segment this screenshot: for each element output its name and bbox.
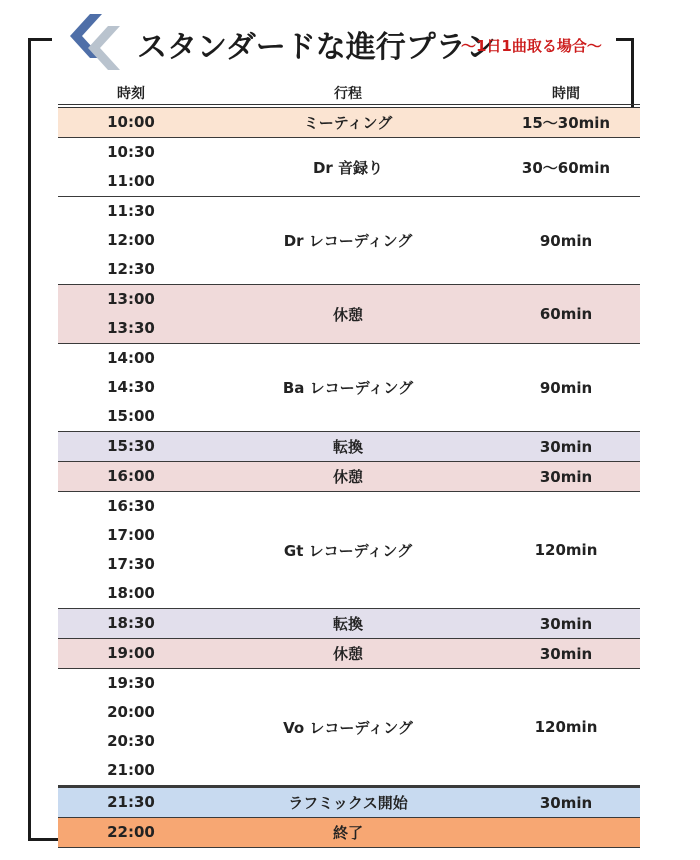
schedule-table (58, 80, 640, 848)
column-header-time: 時刻 (117, 86, 145, 102)
time-cell: 20:30 (107, 732, 155, 750)
duration-cell: 90min (539, 231, 593, 250)
time-cell: 18:30 (107, 614, 155, 632)
activity-cell: 終了 (332, 824, 363, 842)
time-cell: 13:30 (107, 319, 155, 337)
activity-cell: ミーティング (303, 114, 393, 132)
duration-cell: 30～60min (521, 158, 611, 177)
activity-cell: 休憩 (332, 305, 363, 324)
schedule-row (58, 432, 640, 462)
time-cell: 11:00 (107, 172, 155, 190)
column-header-activity: 行程 (334, 86, 362, 102)
duration-cell: 30min (539, 467, 593, 486)
schedule-row (58, 285, 640, 344)
schedule-row (58, 108, 640, 138)
time-cell: 17:00 (107, 526, 155, 544)
time-cell: 15:30 (107, 437, 155, 455)
time-cell: 19:00 (107, 644, 155, 662)
time-cell: 14:00 (107, 349, 155, 367)
schedule-row (58, 492, 640, 609)
schedule-row (58, 669, 640, 786)
duration-cell: 30min (539, 793, 593, 812)
activity-cell: 休憩 (332, 645, 363, 663)
activity-cell: 休憩 (332, 468, 363, 486)
activity-cell: ラフミックス開始 (288, 794, 408, 812)
schedule-row (58, 818, 640, 848)
time-cell: 13:00 (107, 290, 155, 308)
duration-cell (492, 818, 640, 847)
duration-cell: 30min (539, 614, 593, 633)
time-cell: 14:30 (107, 378, 155, 396)
schedule-row (58, 138, 640, 197)
table-header (58, 80, 640, 104)
duration-cell: 15～30min (521, 114, 611, 132)
time-cell: 16:00 (107, 467, 155, 485)
activity-cell: Vo レコーディング (283, 718, 413, 737)
time-cell: 17:30 (107, 555, 155, 573)
time-cell: 10:00 (107, 113, 155, 131)
activity-cell: Dr レコーディング (283, 232, 413, 250)
activity-cell: Gt レコーディング (283, 541, 413, 560)
time-cell: 16:30 (107, 497, 155, 515)
activity-cell: 転換 (332, 438, 363, 456)
time-cell: 22:00 (107, 823, 155, 841)
time-cell: 11:30 (107, 202, 155, 220)
schedule-row (58, 344, 640, 432)
schedule-row (58, 639, 640, 669)
activity-cell: Ba レコーディング (282, 379, 414, 397)
duration-cell: 120min (534, 718, 598, 736)
schedule-row (58, 197, 640, 285)
duration-cell: 30min (539, 437, 593, 456)
time-cell: 20:00 (107, 703, 155, 721)
schedule-row (58, 462, 640, 492)
time-cell: 15:00 (107, 407, 155, 425)
schedule-row (58, 609, 640, 639)
time-cell: 18:00 (107, 584, 155, 602)
time-cell: 12:00 (107, 231, 155, 249)
activity-cell: Dr 音録り (312, 158, 384, 177)
duration-cell: 30min (539, 644, 593, 663)
duration-cell: 120min (534, 541, 598, 559)
chevron-logo-icon (60, 12, 130, 72)
time-cell: 10:30 (107, 143, 155, 161)
activity-cell: 転換 (332, 615, 363, 633)
schedule-row (58, 786, 640, 818)
header (0, 0, 700, 80)
time-cell: 12:30 (107, 260, 155, 278)
column-header-duration: 時間 (552, 86, 580, 102)
duration-cell: 60min (539, 305, 593, 323)
time-cell: 21:00 (107, 761, 155, 779)
page-title: スタンダードな進行プラン (137, 30, 496, 65)
time-cell: 21:30 (107, 793, 155, 811)
duration-cell: 90min (539, 378, 593, 397)
page-subtitle: ～1日1曲取る場合～ (461, 37, 602, 55)
time-cell: 19:30 (107, 674, 155, 692)
